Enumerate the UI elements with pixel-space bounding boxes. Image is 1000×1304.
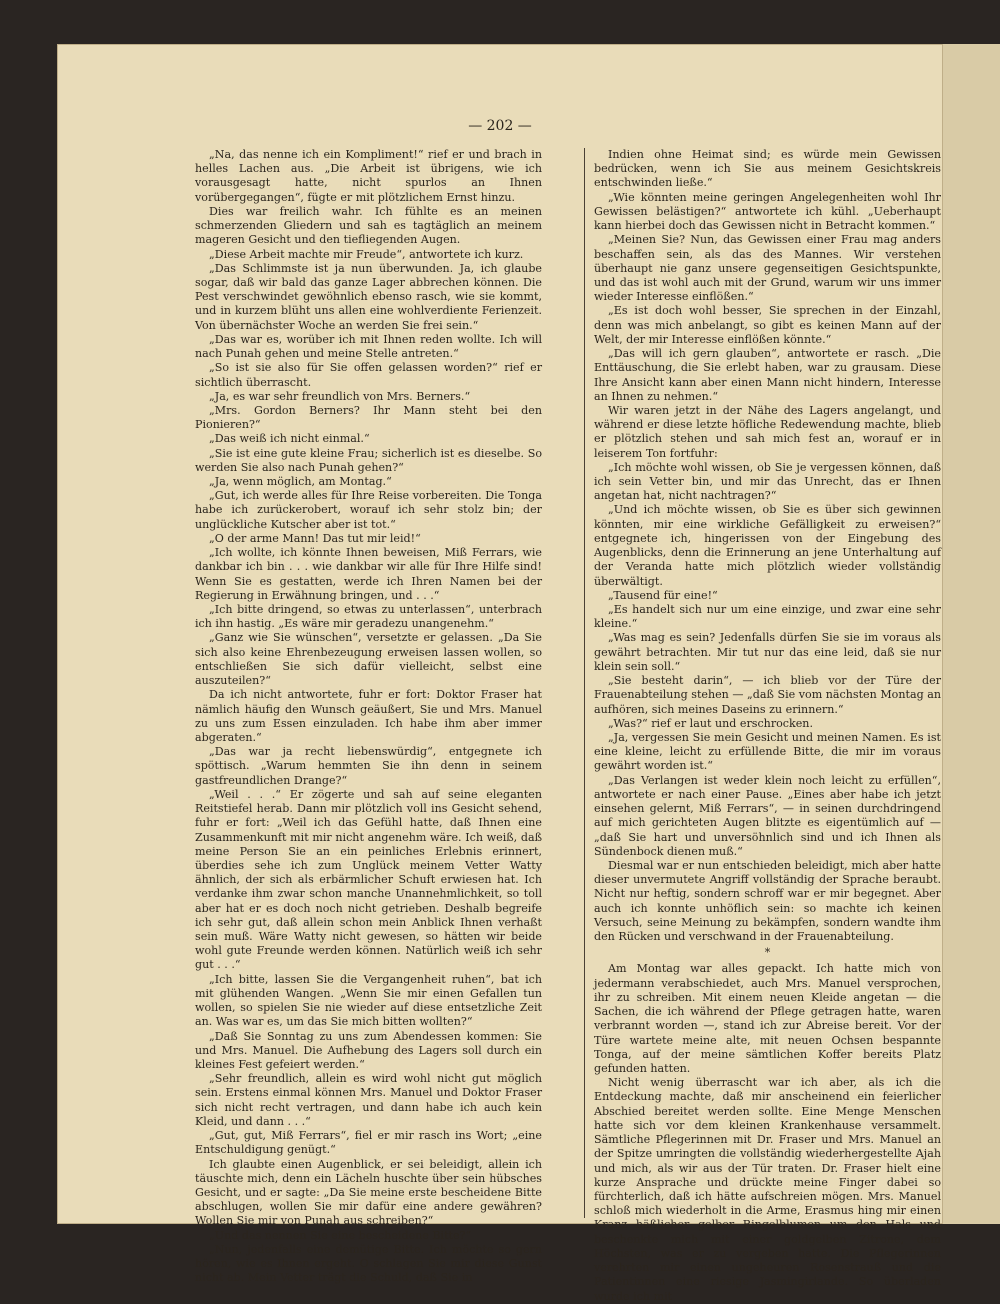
paragraph: „Weil . . .“ Er zögerte und sah auf seine eleganten Reitstiefel herab. Dann mir plötzlich voll ins Gesicht sehend, fuhr er fort: „Weil ich das Gefühl hatte, daß Ihnen eine Zusammenkunft mit mir nicht angenehm wäre. Ich weiß, daß meine Person Sie an ein peinliches Erlebnis erinnert, überdies sehe ich zum Unglück meinem Vetter Watty ähnlich, der sich als erbärmlicher Schuft erwiesen hat. Ich verdanke ihm zwar schon manche Unannehmlichkeit, so toll aber hat er es doch noch nicht getrieben. Deshalb begreife ich sehr gut, daß allein schon mein Anblick Ihnen verhaßt sein muß. Wäre Watty nicht gewesen, so hätten wir beide wohl gute Freunde werden können. Natürlich weiß ich sehr gut . . .“ xyxy=(195,787,542,972)
paragraph: „Sie ist eine gute kleine Frau; sicherlich ist es dieselbe. So werden Sie also nach Punah gehen?“ xyxy=(195,446,542,474)
paragraph: „Es ist doch wohl besser, Sie sprechen in der Einzahl, denn was mich anbelangt, so gibt es keinen Mann auf der Welt, der mir Interesse einflößen könnte.“ xyxy=(594,304,941,346)
paragraph: „Ich bitte, lassen Sie die Vergangenheit ruhen“, bat ich mit glühenden Wangen. „Wenn Sie mir einen Gefallen tun wollen, so spielen Sie nie wieder auf diese entsetzliche Zeit an. Was war es, um das Sie mich bitten wollten?“ xyxy=(195,972,542,1029)
paragraph: „Ja, es war sehr freundlich von Mrs. Berners.“ xyxy=(209,389,471,403)
paragraph: „Na, das nenne ich ein Kompliment!“ rief er und brach in helles Lachen aus. „Die Arbeit ist übrigens, wie ich vorausgesagt hatte, nicht spurlos an Ihnen vorübergegangen“, fügte er mit plötzlichem Ernst hinzu. xyxy=(195,148,542,204)
paragraph: Am Montag war alles gepackt. Ich hatte mich von jedermann verabschiedet, auch Mrs. Manuel versprochen, ihr zu schreiben. Mit einem neuen Kleide angetan — die Sachen, die ich während der Pflege getragen hatte, waren verbrannt worden —, stand ich zur Abreise bereit. Vor der Türe wartete meine alte, mit neuen Ochsen bespannte Tonga, auf der meine sämtlichen Koffer bereits Platz gefunden hatten. xyxy=(594,962,941,1075)
paragraph: „Und ich möchte wissen, ob Sie es über sich gewinnen könnten, mir eine wirkliche Gefälligkeit zu erweisen?“ entgegnete ich, hingerissen von der Eingebung des Augenblicks, denn die Erinnerung an jene Unterhaltung auf der Veranda hatte mich plötzlich wieder vollständig überwältigt. xyxy=(594,503,941,588)
paragraph: „Ich wollte, ich könnte Ihnen beweisen, Miß Ferrars, wie dankbar ich bin . . . wie dankbar wir alle für Ihre Hilfe sind! Wenn Sie es gestatten, werde ich Ihren Namen bei der Regierung in Erwähnung bringen, und . . .“ xyxy=(195,546,542,602)
paragraph: „Diese Arbeit machte mir Freude“, antwortete ich kurz. xyxy=(209,247,524,261)
paragraph: „Das war es, worüber ich mit Ihnen reden wollte. Ich will nach Punah gehen und meine Stelle antreten.“ xyxy=(195,332,542,361)
column-divider xyxy=(584,148,585,1218)
paragraph: Indien ohne Heimat sind; es würde mein Gewissen bedrücken, wenn ich Sie aus meinem Gesichtskreis entschwinden ließe.“ xyxy=(594,148,941,190)
paragraph: „Das weiß ich nicht einmal.“ xyxy=(209,432,370,446)
paragraph: „Was mag es sein? Jedenfalls dürfen Sie sie im voraus als gewährt betrachten. Mir tut nur das eine leid, daß sie nur klein sein soll.“ xyxy=(594,631,941,673)
paragraph: „Sehr freundlich, allein es wird wohl nicht gut möglich sein. Erstens einmal können Mrs. Manuel und Doktor Fraser sich nicht recht vertragen, und dann habe ich auch kein Kleid, und dann . . .“ xyxy=(195,1072,542,1128)
paragraph: „Das Verlangen ist weder klein noch leicht zu erfüllen“, antwortete er nach einer Pause. „Eines aber habe ich jetzt einsehen gelernt, Miß Ferrars“, — in seinen durchdringend auf mich gerichteten Augen blitzte es eigentümlich auf — „daß Sie hart und unversöhnlich sind und ich Ihnen als Sündenbock dienen muß.“ xyxy=(594,773,941,858)
paragraph: „Nun, jedenfalls eine demütige Bitte. Ich möchte so gern hören, wie es Ihnen ergeht. O schlagen Sie mir diese Gunst nicht ab. Mein Vetter trägt die Schuld, daß Sie in xyxy=(195,1242,542,1285)
paragraph: „Tausend für eine!“ xyxy=(608,588,718,602)
paragraph: „Gut, gut, Miß Ferrars“, fiel er mir rasch ins Wort; „eine Entschuldigung genügt.“ xyxy=(195,1129,542,1157)
paragraph: Nicht wenig überrascht war ich aber, als ich die Entdeckung machte, daß mir anscheinend ein feierlicher Abschied bereitet werden sollte. Eine Menge Menschen hatte sich vor dem kleinen Krankenhause versammelt. Sämtliche Pflegerinnen mit Dr. Fraser und Mrs. Manuel an der Spitze umringten die vollständig wiederhergestellte Ajah und mich, als wir aus der Tür traten. Dr. Fraser hielt eine kurze Ansprache und drückte meine Finger dabei so fürchterlich, daß ich hätte aufschreien mögen. Mrs. Manuel schloß mich wiederholt in die Arme, Erasmus hing mir einen Kranz häßlicher gelber Ringelblumen um den Hals und beschenkte mich mit einer goldgelben Zitrone, dem Höchsten, was er zu vergeben hatte. Die Pflegerinnen verehrten mir einen ungeheuren Rosenstrauß und die Patientinnen eine riesige Jasmingirlande. So überladen wurde ich mit xyxy=(594,1076,941,1303)
magazine-page xyxy=(57,44,943,1303)
paragraph: „Sie besteht darin“, — ich blieb vor der Türe der Frauenabteilung stehen — „daß Sie vom nächsten Montag an aufhören, sich meines Daseins zu erinnern.“ xyxy=(594,674,941,716)
paragraph: Diesmal war er nun entschieden beleidigt, mich aber hatte dieser unvermutete Angriff vollständig der Sprache beraubt. Nicht nur heftig, sondern schroff war er mir begegnet. Aber auch ich konnte unhöflich sein: so machte ich keinen Versuch, seine Meinung zu bekämpfen, sondern wandte ihm den Rücken und verschwand in der Frauenabteilung. xyxy=(594,858,941,944)
paragraph: „Das war ja recht liebenswürdig“, entgegnete ich spöttisch. „Warum hemmten Sie ihn denn in seinem gastfreundlichen Drange?“ xyxy=(195,745,542,787)
paragraph: „Ja, vergessen Sie mein Gesicht und meinen Namen. Es ist eine kleine, leicht zu erfüllende Bitte, die mir im voraus gewährt worden ist.“ xyxy=(594,730,941,773)
paragraph: „Daß Sie Sonntag zu uns zum Abendessen kommen: Sie und Mrs. Manuel. Die Aufhebung des Lagers soll durch ein kleines Fest gefeiert werden.“ xyxy=(195,1029,542,1071)
paragraph: „Ganz wie Sie wünschen“, versetzte er gelassen. „Da Sie sich also keine Ehrenbezeugung erweisen lassen wollen, so entschließen Sie sich dafür vielleicht, selbst eine auszuteilen?“ xyxy=(195,631,542,688)
paragraph: Dies war freilich wahr. Ich fühlte es an meinen schmerzenden Gliedern und sah es tagtäglich an meinem mageren Gesicht und den tiefliegenden Augen. xyxy=(195,204,542,247)
paragraph: Wir waren jetzt in der Nähe des Lagers angelangt, und während er diese letzte höfliche Redewendung machte, blieb er plötzlich stehen und sah mich fest an, worauf er in leiserem Ton fortfuhr: xyxy=(594,403,941,460)
paragraph: „Ich möchte wohl wissen, ob Sie je vergessen können, daß ich sein Vetter bin, und mir das Unrecht, das er Ihnen angetan hat, nicht nachtragen?“ xyxy=(594,460,941,503)
right-column xyxy=(594,148,941,1304)
paragraph: „Ja, wenn möglich, am Montag.“ xyxy=(209,475,392,489)
page-number: — 202 — xyxy=(468,118,532,134)
paragraph: „Das Schlimmste ist ja nun überwunden. Ja, ich glaube sogar, daß wir bald das ganze Lager abbrechen können. Die Pest verschwindet gewöhnlich ebenso rasch, wie sie kommt, und in kurzem blüht uns allen eine wohlverdiente Ferienzeit. Von übernächster Woche an werden Sie frei sein.“ xyxy=(195,261,542,332)
paragraph: „Und das nennen Sie eine bescheidene Bitte?“ xyxy=(209,1228,472,1242)
paragraph: „Wie könnten meine geringen Angelegenheiten wohl Ihr Gewissen belästigen?“ antwortete ich kühl. „Ueberhaupt kann hierbei doch das Gewissen nicht in Betracht kommen.“ xyxy=(594,190,941,233)
paragraph: „Mrs. Gordon Berners? Ihr Mann steht bei den Pionieren?“ xyxy=(195,403,542,432)
paragraph: „Es handelt sich nur um eine einzige, und zwar eine sehr kleine.“ xyxy=(594,603,941,631)
paragraph: „Das will ich gern glauben“, antwortete er rasch. „Die Enttäuschung, die Sie erlebt haben, war zu grausam. Diese Ihre Ansicht kann aber einen Mann nicht hindern, Interesse an Ihnen zu nehmen.“ xyxy=(594,347,941,403)
paragraph: Da ich nicht antwortete, fuhr er fort: Doktor Fraser hat nämlich häufig den Wunsch geäußert, Sie und Mrs. Manuel zu uns zum Essen einzuladen. Ich habe ihm aber immer abgeraten.“ xyxy=(195,688,542,744)
paragraph: „O der arme Mann! Das tut mir leid!“ xyxy=(209,531,421,545)
paragraph: „Ich bitte dringend, so etwas zu unterlassen“, unterbrach ich ihn hastig. „Es wäre mir geradezu unangenehm.“ xyxy=(195,603,542,631)
adjacent-page-edge xyxy=(943,44,1000,1224)
paragraph: „Was?“ rief er laut und erschrocken. xyxy=(608,716,813,730)
paragraph: „Gut, ich werde alles für Ihre Reise vorbereiten. Die Tonga habe ich zurückerobert, worauf ich sehr stolz bin; der unglückliche Kutscher aber ist tot.“ xyxy=(195,489,542,531)
left-column xyxy=(195,148,542,1286)
paragraph: „Meinen Sie? Nun, das Gewissen einer Frau mag anders beschaffen sein, als das des Mannes. Wir verstehen überhaupt nie ganz unsere gegenseitigen Gesichtspunkte, und das ist wohl auch mit der Grund, warum wir uns immer wieder Interesse einflößen.“ xyxy=(594,233,941,304)
paragraph: Ich glaubte einen Augenblick, er sei beleidigt, allein ich täuschte mich, denn ein Lächeln huschte über sein hübsches Gesicht, und er sagte: „Da Sie meine erste bescheidene Bitte abschlugen, wollen Sie mir dafür eine andere gewähren? Wollen Sie mir von Punah aus schreiben?“ xyxy=(195,1157,542,1228)
paragraph: „So ist sie also für Sie offen gelassen worden?“ rief er sichtlich überrascht. xyxy=(195,361,542,389)
section-separator: * xyxy=(764,946,771,960)
